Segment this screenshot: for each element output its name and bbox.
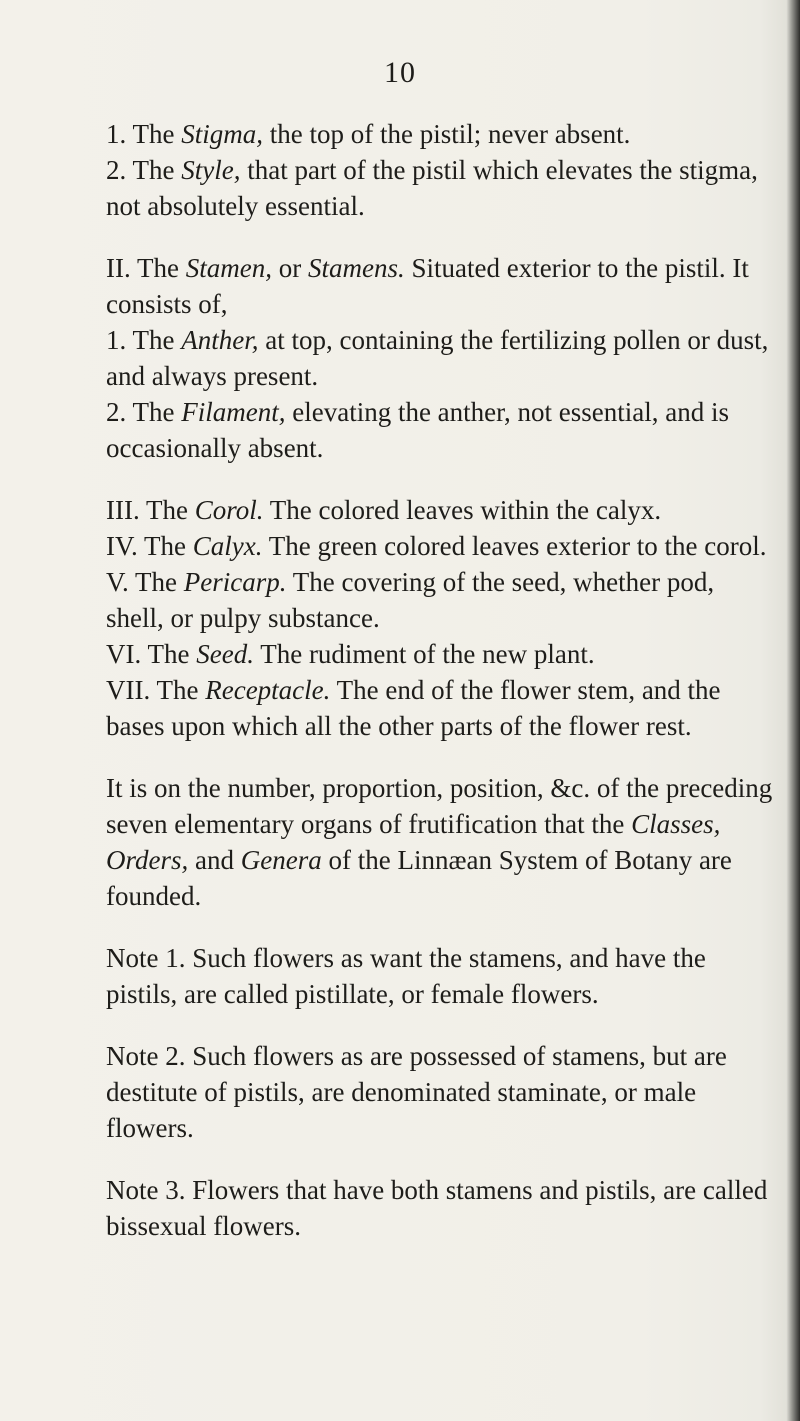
term-classes: Classes,: [631, 809, 721, 839]
item-stigma: 1. The Stigma, the top of the pistil; never absent.: [106, 119, 631, 149]
page-edge-shadow: [786, 0, 800, 1421]
term-stamen: Stamen,: [185, 253, 272, 283]
item-style: 2. The Style, that part of the pistil which elevates the stigma, not absolutely essential.: [106, 155, 758, 221]
item-pericarp: V. The Pericarp. The covering of the seed, whether pod, shell, or pulpy substance.: [106, 567, 715, 633]
page-body: [106, 116, 778, 1244]
term-stigma: Stigma,: [181, 119, 264, 149]
term-seed: Seed.: [196, 639, 254, 669]
term-orders: Orders,: [106, 845, 189, 875]
item-corol: III. The Corol. The colored leaves within the calyx.: [106, 495, 662, 525]
term-corol: Corol.: [194, 495, 264, 525]
item-stamen: II. The Stamen, or Stamens. Situated exterior to the pistil. It consists of,: [106, 253, 749, 319]
term-receptacle: Receptacle.: [205, 675, 331, 705]
term-anther: Anther,: [181, 325, 259, 355]
note-3: Note 3. Flowers that have both stamens and pistils, are called bissexual flowers.: [106, 1175, 768, 1241]
term-style: Style,: [181, 155, 241, 185]
item-calyx: IV. The Calyx. The green colored leaves exterior to the corol.: [106, 531, 767, 561]
item-filament: 2. The Filament, elevating the anther, not essential, and is occasionally absent.: [106, 397, 730, 463]
note-1: Note 1. Such flowers as want the stamens, and have the pistils, are called pistillate, or female flowers.: [106, 943, 706, 1009]
page-number: 10: [384, 56, 416, 89]
term-pericarp: Pericarp.: [183, 567, 287, 597]
summary-paragraph: It is on the number, proportion, position, &c. of the preceding seven elementary organs of frutification that the Classes, Orders, and Genera of the Linnæan System of Botany are founded.: [106, 773, 773, 911]
note-2: Note 2. Such flowers as are possessed of stamens, but are destitute of pistils, are denominated staminate, or male flowers.: [106, 1041, 727, 1143]
term-stamens: Stamens.: [307, 253, 405, 283]
item-seed: VI. The Seed. The rudiment of the new plant.: [106, 639, 595, 669]
term-genera: Genera: [240, 845, 322, 875]
item-receptacle: VII. The Receptacle. The end of the flower stem, and the bases upon which all the other parts of the flower rest.: [106, 675, 721, 741]
term-filament: Filament,: [181, 397, 286, 427]
item-anther: 1. The Anther, at top, containing the fertilizing pollen or dust, and always present.: [106, 325, 769, 391]
term-calyx: Calyx.: [192, 531, 263, 561]
